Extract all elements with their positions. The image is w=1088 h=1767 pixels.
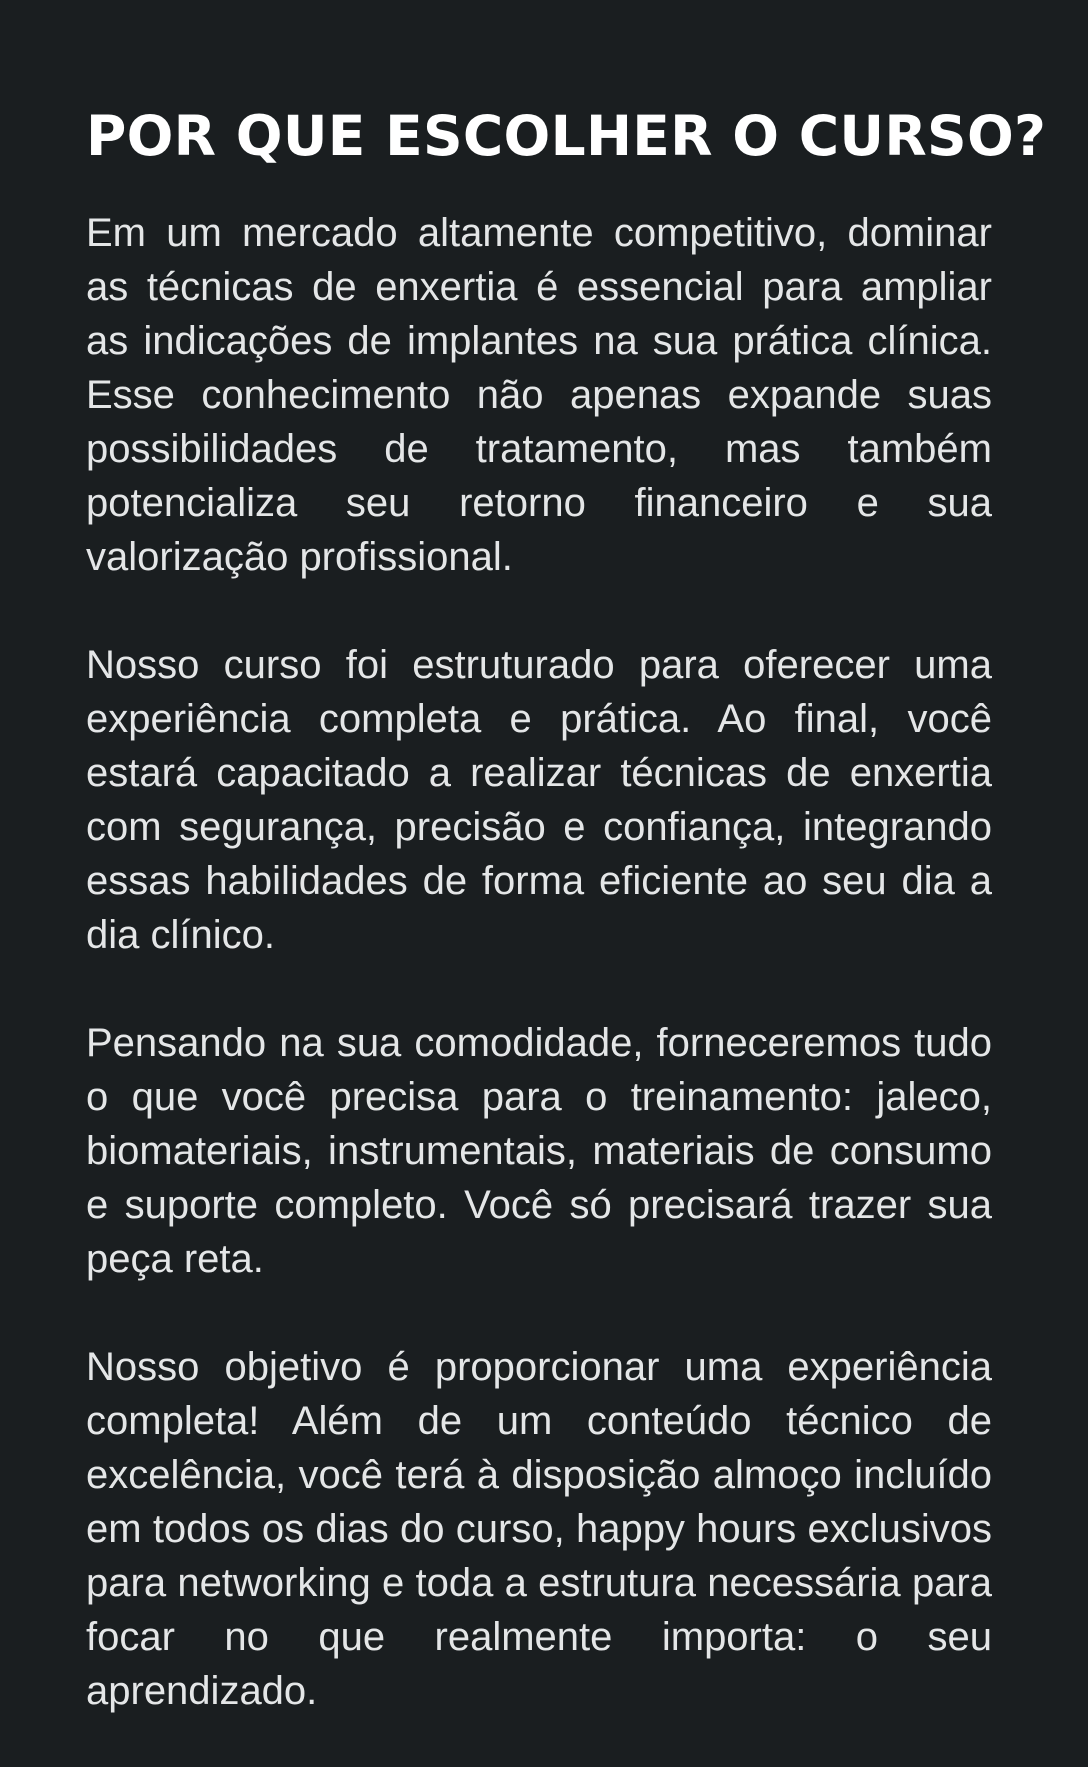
- paragraph-course-structure: Nosso curso foi estruturado para oferecer uma experiência completa e prática. Ao final, você estará capacitado a realizar técnicas de enxertia com segurança, precisão e confiança, integrando essas habilidades de forma eficiente ao seu dia a dia clínico.: [86, 643, 992, 957]
- paragraph-materials-provided: Pensando na sua comodidade, forneceremos tudo o que você precisa para o treinamento: jaleco, biomateriais, instrumentais, materiais de consumo e suporte completo. Você só precisará trazer sua peça reta.: [86, 1021, 992, 1281]
- paragraph-market-competition: Em um mercado altamente competitivo, dominar as técnicas de enxertia é essencial para ampliar as indicações de implantes na sua prática clínica. Esse conhecimento não apenas expande suas possibilidades de tratamento, mas também potencializa seu retorno financeiro e sua valorização profissional.: [86, 211, 992, 579]
- paragraph-complete-experience: Nosso objetivo é proporcionar uma experiência completa! Além de um conteúdo técnico de excelência, você terá à disposição almoço incluído em todos os dias do curso, happy hours exclusivos para networking e toda a estrutura necessária para focar no que realmente importa: o seu aprendizado.: [86, 1345, 992, 1713]
- section-title: POR QUE ESCOLHER O CURSO?: [86, 104, 1047, 168]
